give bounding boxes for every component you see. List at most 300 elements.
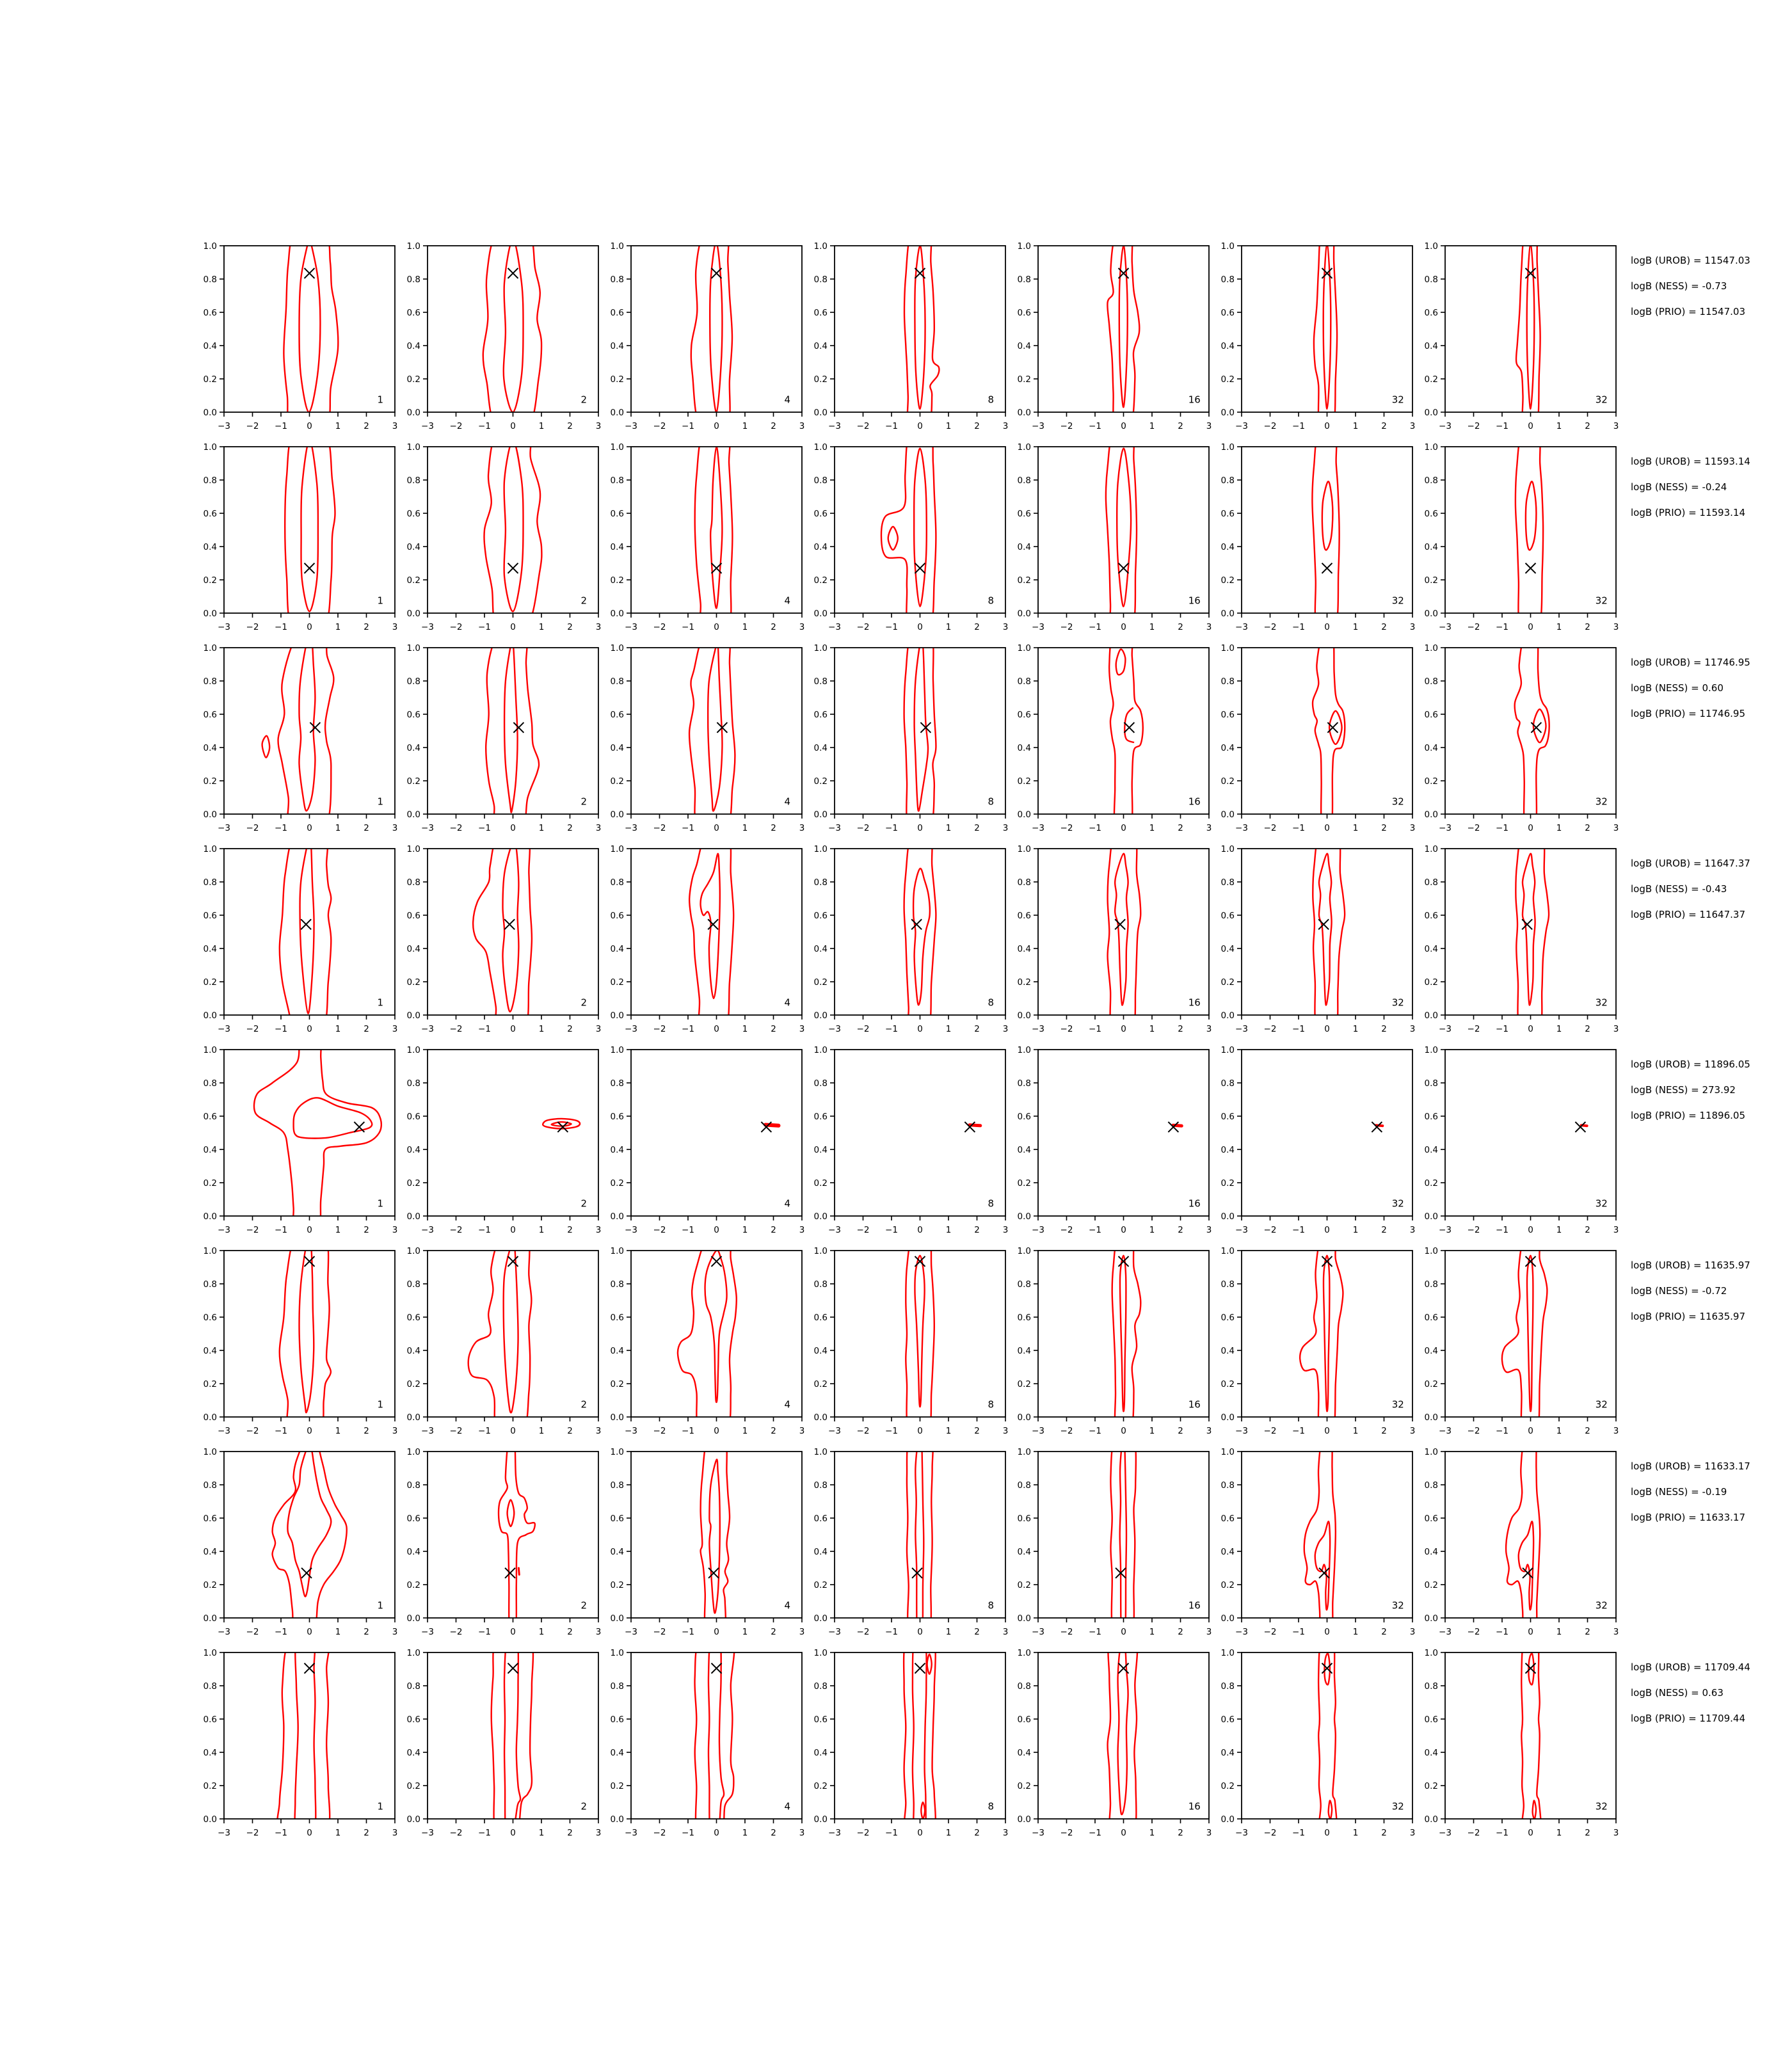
x-tick-label: −2: [1467, 1024, 1480, 1034]
x-tick-label: −2: [1060, 1426, 1073, 1436]
x-tick-label: 0: [1324, 1024, 1330, 1034]
y-tick-label: 0.2: [1220, 1580, 1235, 1590]
x-tick-label: 1: [1149, 823, 1155, 833]
x-marker: [305, 268, 315, 278]
y-tick-label: 0.0: [203, 1613, 217, 1624]
subplot-count-label: 32: [1391, 394, 1404, 406]
x-tick-label: 1: [335, 1426, 341, 1436]
x-tick-label: 0: [1121, 421, 1126, 431]
x-tick-label: 0: [1121, 1627, 1126, 1637]
y-tick-label: 1.0: [203, 241, 217, 252]
x-tick-label: −1: [478, 421, 491, 431]
y-tick-label: 0.4: [610, 944, 624, 954]
x-tick-label: 0: [1121, 1225, 1126, 1235]
y-tick-label: 0.0: [610, 810, 624, 820]
y-tick-label: 0.2: [1424, 977, 1438, 988]
x-marker: [301, 919, 311, 929]
y-tick-label: 1.0: [1424, 643, 1438, 653]
subplot-r5-c1: [204, 1033, 398, 1235]
y-tick-label: 1.0: [1220, 1648, 1235, 1658]
axes-box: [1242, 1652, 1412, 1819]
x-tick-label: 1: [538, 1225, 545, 1235]
y-tick-label: 0.8: [1017, 1681, 1031, 1692]
y-tick-label: 0.0: [203, 810, 217, 820]
y-tick-label: 0.4: [1424, 542, 1438, 552]
y-tick-label: 0.4: [1424, 1145, 1438, 1155]
y-tick-label: 0.0: [1017, 1212, 1031, 1222]
x-tick-label: 1: [742, 1627, 748, 1637]
y-tick-label: 0.8: [610, 476, 624, 486]
x-tick-label: −1: [275, 1627, 287, 1637]
y-tick-label: 0.4: [813, 542, 828, 552]
x-tick-label: 3: [595, 622, 602, 632]
x-tick-label: −3: [1235, 823, 1248, 833]
y-tick-label: 0.2: [1424, 1379, 1438, 1389]
x-tick-label: −2: [653, 1627, 666, 1637]
y-tick-label: 0.2: [203, 776, 217, 787]
subplot-count-label: 2: [580, 796, 588, 808]
y-tick-label: 0.8: [813, 877, 828, 888]
y-tick-label: 0.0: [1220, 1011, 1235, 1021]
x-tick-label: 2: [974, 1828, 980, 1838]
y-tick-label: 1.0: [1220, 1246, 1235, 1256]
y-tick-label: 0.8: [1424, 1480, 1438, 1491]
contour-line: [694, 1634, 734, 1837]
y-tick-label: 0.2: [406, 1781, 420, 1791]
x-tick-label: 2: [1178, 1627, 1183, 1637]
y-tick-label: 0.4: [406, 341, 420, 351]
x-tick-label: −1: [885, 622, 898, 632]
x-tick-label: −3: [1032, 1024, 1044, 1034]
axes-box: [631, 447, 802, 613]
subplot-r1-c1: [204, 228, 398, 431]
subplot-r7-c2: [407, 1434, 602, 1637]
contour-line: [1322, 481, 1333, 550]
axes-box: [835, 1452, 1005, 1618]
x-tick-label: −1: [682, 421, 694, 431]
subplot-r2-c1: [204, 428, 398, 632]
x-tick-label: −3: [1439, 1426, 1452, 1436]
row-annotation-urob: logB (UROB) = 11896.05: [1631, 1059, 1750, 1070]
x-tick-label: −1: [1292, 622, 1305, 632]
row-annotation-urob: logB (UROB) = 11593.14: [1631, 456, 1750, 467]
subplot-r7-c3: [611, 1434, 805, 1637]
axes-box: [835, 246, 1005, 412]
x-tick-label: 3: [799, 622, 805, 632]
x-tick-label: −1: [682, 622, 694, 632]
x-tick-label: −3: [218, 1627, 230, 1637]
y-tick-label: 1.0: [1017, 844, 1031, 854]
y-tick-label: 0.4: [813, 944, 828, 954]
x-tick-label: 1: [742, 1828, 748, 1838]
x-tick-label: −3: [625, 1426, 637, 1436]
y-tick-label: 0.4: [1220, 542, 1235, 552]
subplot-count-label: 8: [988, 1197, 995, 1210]
axes-box: [428, 1652, 598, 1819]
contour-line: [473, 831, 532, 1032]
y-tick-label: 0.4: [1017, 944, 1031, 954]
contour-line: [705, 1251, 727, 1402]
x-marker: [911, 919, 922, 929]
y-tick-label: 0.6: [1220, 710, 1235, 720]
subplot-count-label: 32: [1595, 796, 1608, 808]
x-tick-label: 0: [917, 1426, 923, 1436]
y-tick-label: 0.2: [610, 977, 624, 988]
x-tick-label: −2: [246, 421, 259, 431]
row-annotation-ness: logB (NESS) = -0.72: [1631, 1285, 1727, 1297]
y-tick-label: 0.2: [406, 374, 420, 385]
y-tick-label: 0.6: [610, 710, 624, 720]
x-tick-label: 2: [567, 421, 573, 431]
subplot-count-label: 32: [1595, 595, 1608, 607]
axes-box: [428, 849, 598, 1015]
x-tick-label: 0: [307, 421, 312, 431]
y-tick-label: 1.0: [1220, 442, 1235, 452]
y-tick-label: 0.2: [1220, 374, 1235, 385]
y-tick-label: 0.4: [610, 341, 624, 351]
contour-line: [504, 239, 524, 412]
x-tick-label: 0: [510, 1024, 516, 1034]
y-tick-label: 0.8: [406, 676, 420, 687]
x-tick-label: 1: [335, 1024, 341, 1034]
subplot-count-label: 8: [988, 996, 995, 1009]
subplot-r3-c4: [814, 629, 1009, 833]
x-marker: [508, 563, 518, 573]
x-tick-label: −1: [1496, 1426, 1508, 1436]
y-tick-label: 0.8: [1017, 877, 1031, 888]
x-tick-label: −2: [246, 622, 259, 632]
y-tick-label: 0.0: [203, 1011, 217, 1021]
x-tick-label: −3: [1235, 421, 1248, 431]
x-tick-label: 1: [945, 1426, 952, 1436]
y-tick-label: 0.0: [813, 408, 828, 418]
x-marker: [915, 1256, 925, 1267]
contour-line: [678, 1234, 737, 1435]
y-tick-label: 0.2: [1220, 1178, 1235, 1188]
x-tick-label: 2: [1178, 1225, 1183, 1235]
axes-box: [428, 648, 598, 814]
contour-line: [504, 1634, 520, 1837]
x-tick-label: 2: [1178, 1828, 1183, 1838]
y-tick-label: 0.6: [813, 911, 828, 921]
x-marker: [310, 723, 320, 733]
x-tick-label: 3: [1002, 421, 1009, 431]
y-tick-label: 0.8: [1220, 1279, 1235, 1290]
x-tick-label: 0: [1528, 421, 1533, 431]
x-tick-label: −1: [885, 1426, 898, 1436]
y-tick-label: 0.6: [1017, 1514, 1031, 1524]
subplot-r2-c2: [407, 429, 602, 632]
y-tick-label: 0.6: [1424, 509, 1438, 519]
x-tick-label: 0: [1324, 622, 1330, 632]
y-tick-label: 0.4: [203, 944, 217, 954]
row-annotation-ness: logB (NESS) = -0.24: [1631, 481, 1727, 493]
axes-box: [1242, 648, 1412, 814]
x-tick-label: 0: [714, 823, 719, 833]
x-tick-label: −1: [478, 1024, 491, 1034]
y-tick-label: 0.8: [406, 1279, 420, 1290]
y-tick-label: 1.0: [813, 643, 828, 653]
y-tick-label: 0.8: [610, 1480, 624, 1491]
x-marker: [1119, 563, 1129, 573]
x-tick-label: −2: [1263, 622, 1277, 632]
x-tick-label: 0: [917, 1828, 923, 1838]
x-tick-label: −3: [218, 1225, 230, 1235]
y-tick-label: 0.6: [1424, 1112, 1438, 1122]
x-tick-label: 2: [1585, 1225, 1590, 1235]
x-tick-label: −2: [246, 1627, 259, 1637]
contour-line: [1108, 831, 1141, 1033]
x-tick-label: −3: [625, 823, 637, 833]
y-tick-label: 0.2: [406, 977, 420, 988]
y-tick-label: 0.6: [813, 509, 828, 519]
y-tick-label: 0.2: [1017, 374, 1031, 385]
contour-line: [913, 868, 930, 1005]
x-marker: [964, 1122, 975, 1132]
y-tick-label: 0.4: [610, 743, 624, 753]
subplot-count-label: 32: [1391, 996, 1404, 1009]
x-marker: [1522, 919, 1532, 929]
y-tick-label: 1.0: [813, 1648, 828, 1658]
y-tick-label: 0.6: [406, 1112, 420, 1122]
y-tick-label: 1.0: [406, 1648, 420, 1658]
x-marker: [1124, 723, 1134, 733]
subplot-count-label: 1: [377, 1398, 384, 1411]
y-tick-label: 0.0: [406, 1814, 420, 1825]
x-tick-label: 1: [335, 1627, 341, 1637]
y-tick-label: 0.4: [1424, 1346, 1438, 1356]
row-annotation-prio: logB (PRIO) = 11547.03: [1631, 306, 1746, 317]
subplot-count-label: 4: [784, 1800, 791, 1812]
contour-line: [1312, 429, 1339, 633]
x-tick-label: −2: [449, 1024, 463, 1034]
y-tick-label: 0.6: [203, 911, 217, 921]
x-tick-label: 0: [307, 1225, 312, 1235]
x-tick-label: −3: [421, 1828, 434, 1838]
contour-line: [285, 428, 335, 632]
row-annotation-ness: logB (NESS) = 273.92: [1631, 1084, 1736, 1096]
x-tick-label: 3: [1409, 622, 1416, 632]
x-tick-label: 2: [364, 622, 369, 632]
y-tick-label: 0.2: [203, 374, 217, 385]
y-tick-label: 0.8: [1017, 275, 1031, 285]
row-annotation-prio: logB (PRIO) = 11709.44: [1631, 1713, 1746, 1724]
x-tick-label: −1: [275, 421, 287, 431]
row-annotation-ness: logB (NESS) = 0.60: [1631, 682, 1724, 694]
subplot-r8-c5: [1018, 1634, 1212, 1838]
y-tick-label: 0.8: [1220, 275, 1235, 285]
row-annotation-prio: logB (PRIO) = 11593.14: [1631, 507, 1746, 518]
y-tick-label: 0.2: [1220, 776, 1235, 787]
x-tick-label: 2: [1178, 622, 1183, 632]
subplot-count-label: 2: [580, 996, 588, 1009]
x-tick-label: −3: [218, 1426, 230, 1436]
x-tick-label: 2: [771, 622, 776, 632]
x-tick-label: 3: [595, 1426, 602, 1436]
y-tick-label: 0.8: [610, 275, 624, 285]
y-tick-label: 0.4: [1220, 743, 1235, 753]
y-tick-label: 0.4: [1017, 1346, 1031, 1356]
subplot-r6-c5: [1018, 1233, 1212, 1436]
y-tick-label: 0.6: [1017, 1112, 1031, 1122]
x-tick-label: −2: [449, 1627, 463, 1637]
y-tick-label: 0.6: [203, 1715, 217, 1725]
y-tick-label: 1.0: [1220, 643, 1235, 653]
y-tick-label: 0.2: [1017, 977, 1031, 988]
x-tick-label: 0: [1528, 823, 1533, 833]
x-tick-label: 3: [392, 1828, 398, 1838]
y-tick-label: 0.0: [1017, 408, 1031, 418]
axes-box: [1038, 1050, 1209, 1216]
subplot-r5-c2: [407, 1045, 602, 1235]
axes-box: [1242, 246, 1412, 412]
row-annotation-prio: logB (PRIO) = 11746.95: [1631, 708, 1746, 719]
y-tick-label: 1.0: [1017, 1045, 1031, 1055]
y-tick-label: 1.0: [1424, 1648, 1438, 1658]
x-tick-label: −2: [246, 1828, 259, 1838]
axes-box: [428, 246, 598, 412]
x-tick-label: 1: [1149, 1225, 1155, 1235]
y-tick-label: 0.0: [406, 609, 420, 619]
subplot-count-label: 4: [784, 1398, 791, 1411]
x-tick-label: −1: [275, 1225, 287, 1235]
contour-line: [1506, 1434, 1540, 1635]
contour-line: [1300, 1234, 1343, 1436]
x-tick-label: 2: [364, 1828, 369, 1838]
x-tick-label: −3: [828, 823, 841, 833]
y-tick-label: 0.0: [406, 1412, 420, 1423]
x-tick-label: 2: [1381, 823, 1387, 833]
y-tick-label: 0.8: [203, 1279, 217, 1290]
axes-box: [1038, 1452, 1209, 1618]
y-tick-label: 0.4: [203, 1748, 217, 1758]
x-tick-label: 2: [364, 1024, 369, 1034]
subplot-r3-c1: [204, 630, 398, 833]
y-tick-label: 0.8: [406, 1480, 420, 1491]
row-annotation-urob: logB (UROB) = 11633.17: [1631, 1460, 1750, 1472]
x-marker: [915, 1663, 925, 1674]
y-tick-label: 0.8: [1424, 877, 1438, 888]
x-tick-label: −1: [1089, 823, 1101, 833]
y-tick-label: 0.0: [1424, 609, 1438, 619]
x-tick-label: 1: [742, 421, 748, 431]
y-tick-label: 0.0: [1424, 1412, 1438, 1423]
x-tick-label: 1: [1352, 1828, 1359, 1838]
x-tick-label: −3: [218, 622, 230, 632]
y-tick-label: 0.0: [1424, 1814, 1438, 1825]
y-tick-label: 1.0: [610, 1648, 624, 1658]
x-tick-label: 3: [392, 421, 398, 431]
x-tick-label: 2: [974, 1627, 980, 1637]
row-annotation-prio: logB (PRIO) = 11647.37: [1631, 909, 1746, 920]
y-tick-label: 0.0: [813, 810, 828, 820]
x-tick-label: −3: [421, 1024, 434, 1034]
x-tick-label: −1: [885, 1024, 898, 1034]
contour-line: [483, 227, 541, 431]
contour-line: [1533, 1800, 1536, 1819]
x-tick-label: 1: [335, 421, 341, 431]
y-tick-label: 0.6: [406, 509, 420, 519]
subplot-r1-c6: [1221, 228, 1416, 431]
contour-line: [278, 630, 334, 833]
x-tick-label: 0: [714, 1225, 719, 1235]
x-tick-label: 0: [510, 1225, 516, 1235]
subplot-r1-c4: [814, 228, 1009, 431]
contour-line: [1521, 1635, 1540, 1836]
contour-line: [710, 447, 722, 608]
y-tick-label: 0.4: [1017, 1748, 1031, 1758]
contour-line: [1120, 1256, 1126, 1411]
axes-box: [631, 1652, 802, 1819]
x-tick-label: −2: [653, 1828, 666, 1838]
y-tick-label: 0.6: [1017, 1715, 1031, 1725]
x-tick-label: −1: [275, 1024, 287, 1034]
y-tick-label: 0.8: [813, 275, 828, 285]
y-tick-label: 0.0: [1220, 810, 1235, 820]
subplot-r4-c1: [204, 831, 398, 1034]
y-tick-label: 1.0: [1424, 442, 1438, 452]
subplot-count-label: 32: [1595, 1800, 1608, 1812]
axes-box: [631, 849, 802, 1015]
x-tick-label: 1: [1352, 823, 1359, 833]
y-tick-label: 0.6: [813, 308, 828, 318]
y-tick-label: 0.0: [1017, 810, 1031, 820]
x-marker: [1322, 563, 1332, 573]
y-tick-label: 0.0: [406, 810, 420, 820]
x-tick-label: 0: [917, 1627, 923, 1637]
x-tick-label: −2: [856, 1828, 870, 1838]
axes-box: [1445, 246, 1616, 412]
row-annotation-urob: logB (UROB) = 11547.03: [1631, 255, 1750, 266]
x-tick-label: 2: [567, 823, 573, 833]
y-tick-label: 0.4: [1220, 1145, 1235, 1155]
y-tick-label: 0.8: [406, 1078, 420, 1089]
y-tick-label: 0.8: [1220, 1480, 1235, 1491]
y-tick-label: 0.2: [203, 1580, 217, 1590]
x-tick-label: −1: [478, 1828, 491, 1838]
y-tick-label: 0.8: [813, 1681, 828, 1692]
x-marker: [1372, 1122, 1382, 1132]
y-tick-label: 0.6: [1424, 1313, 1438, 1323]
y-tick-label: 0.6: [1424, 1715, 1438, 1725]
row-annotation-ness: logB (NESS) = 0.63: [1631, 1687, 1724, 1699]
x-marker: [1119, 1256, 1129, 1267]
y-tick-label: 0.0: [610, 1011, 624, 1021]
contour-line: [1324, 1256, 1329, 1411]
subplot-count-label: 32: [1595, 1398, 1608, 1411]
y-tick-label: 0.0: [813, 1613, 828, 1624]
x-tick-label: −1: [1089, 1225, 1101, 1235]
x-tick-label: 0: [510, 823, 516, 833]
subplot-count-label: 16: [1188, 996, 1201, 1009]
x-tick-label: 1: [1352, 1024, 1359, 1034]
subplot-count-label: 32: [1595, 996, 1608, 1009]
y-tick-label: 0.0: [1220, 1814, 1235, 1825]
y-tick-label: 0.0: [610, 609, 624, 619]
x-tick-label: 3: [1002, 1828, 1009, 1838]
y-tick-label: 0.0: [813, 1212, 828, 1222]
x-tick-label: 3: [392, 1225, 398, 1235]
x-tick-label: −2: [1467, 1828, 1480, 1838]
y-tick-label: 0.8: [813, 1279, 828, 1290]
x-tick-label: 1: [335, 1225, 341, 1235]
y-tick-label: 1.0: [1424, 1045, 1438, 1055]
x-tick-label: −3: [625, 421, 637, 431]
axes-box: [224, 1452, 395, 1618]
y-tick-label: 0.4: [406, 1346, 420, 1356]
y-tick-label: 0.6: [813, 1313, 828, 1323]
x-tick-label: −2: [653, 1024, 666, 1034]
